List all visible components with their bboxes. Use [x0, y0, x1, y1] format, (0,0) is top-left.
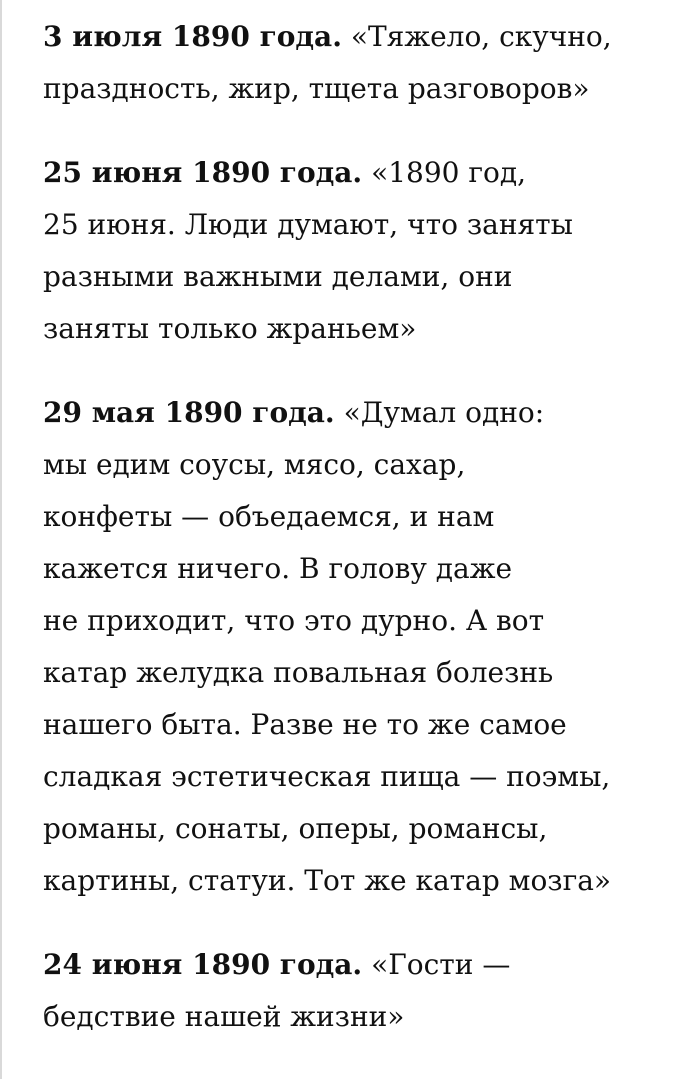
entry-quote-text: сладкая эстетическая пища — поэмы,	[43, 760, 611, 793]
entry-quote-text: не приходит, что это дурно. А вот	[43, 604, 545, 637]
entry-quote-text: разными важными делами, они	[43, 260, 513, 293]
entry-first-line	[43, 939, 683, 991]
entry-quote-text: «Гости —	[371, 948, 511, 981]
entry-date: 3 июля 1890 года.	[43, 20, 342, 53]
entry-quote-text: бедствие нашей жизни»	[43, 1000, 405, 1033]
entry-quote-text: 25 июня. Люди думают, что заняты	[43, 208, 573, 241]
entry-quote-text: «Тяжело, скучно,	[350, 20, 612, 53]
entry-quote-text: катар желудка повальная болезнь	[43, 656, 554, 689]
entry-quote-text: мы едим соусы, мясо, сахар,	[43, 448, 466, 481]
diary-entry-4	[43, 939, 683, 1043]
entry-date: 24 июня 1890 года.	[43, 948, 363, 981]
entry-date: 29 мая 1890 года.	[43, 396, 335, 429]
entry-first-line	[43, 147, 683, 199]
entry-quote-text: кажется ничего. В голову даже	[43, 552, 513, 585]
diary-entries	[43, 0, 683, 1043]
entry-quote-text: праздность, жир, тщета разговоров»	[43, 72, 590, 105]
entry-first-line	[43, 387, 683, 439]
entry-quote-text: заняты только жраньем»	[43, 312, 417, 345]
entry-quote-text: картины, статуи. Тот же катар мозга»	[43, 864, 612, 897]
entry-quote-text: «Думал одно:	[343, 396, 545, 429]
entry-first-line	[43, 11, 683, 63]
entry-quote-text: «1890 год,	[371, 156, 527, 189]
diary-entry-2	[43, 147, 683, 355]
diary-entry-3	[43, 387, 683, 907]
diary-entry-1	[43, 0, 683, 115]
entry-quote-text: конфеты — объедаемся, и нам	[43, 500, 495, 533]
entry-date: 25 июня 1890 года.	[43, 156, 363, 189]
entry-quote-text: нашего быта. Разве не то же самое	[43, 708, 567, 741]
entry-quote-text: романы, сонаты, оперы, романсы,	[43, 812, 548, 845]
